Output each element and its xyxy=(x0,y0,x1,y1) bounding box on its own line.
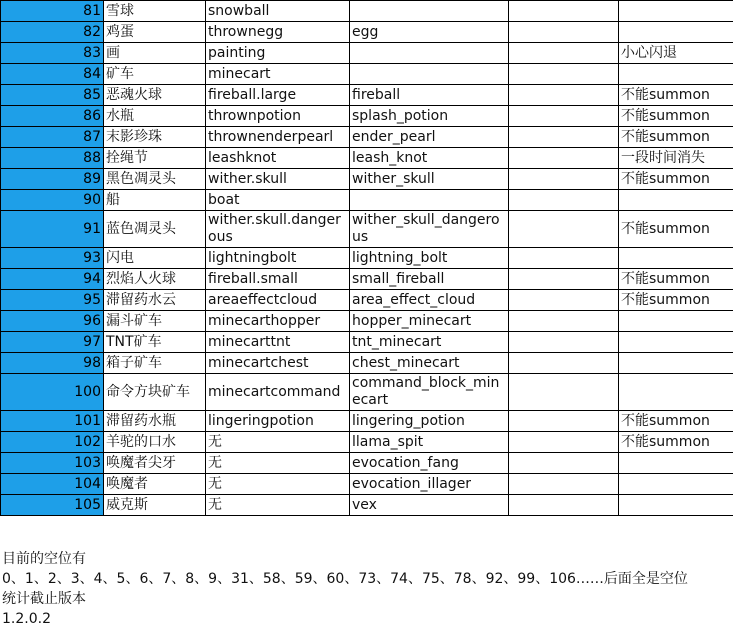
row-index[interactable]: 100 xyxy=(1,374,104,411)
row-index[interactable]: 101 xyxy=(1,411,104,432)
empty-cell[interactable] xyxy=(509,495,619,516)
empty-cell[interactable] xyxy=(509,148,619,169)
table-row xyxy=(1,85,733,106)
empty-cell[interactable] xyxy=(509,169,619,190)
row-index[interactable]: 87 xyxy=(1,127,104,148)
table-row xyxy=(1,495,733,516)
entity-name-cell[interactable]: 闪电 xyxy=(104,248,206,269)
empty-cell[interactable] xyxy=(509,85,619,106)
row-index[interactable]: 97 xyxy=(1,332,104,353)
empty-cell[interactable] xyxy=(509,453,619,474)
entity-name-cell[interactable]: 唤魔者 xyxy=(104,474,206,495)
entity-id-cell[interactable]: boat xyxy=(206,190,350,211)
entity-id-cell[interactable]: minecarthopper xyxy=(206,311,350,332)
empty-cell[interactable] xyxy=(509,290,619,311)
table-row xyxy=(1,290,733,311)
row-index[interactable]: 82 xyxy=(1,22,104,43)
entity-id-cell[interactable]: minecartchest xyxy=(206,353,350,374)
save-id-cell[interactable]: tnt_minecart xyxy=(350,332,509,353)
empty-cell[interactable] xyxy=(509,1,619,22)
row-index[interactable]: 85 xyxy=(1,85,104,106)
row-index[interactable]: 105 xyxy=(1,495,104,516)
note-cell[interactable] xyxy=(619,453,733,474)
note-cell[interactable]: 不能summon xyxy=(619,290,733,311)
table-row xyxy=(1,353,733,374)
entity-name-cell[interactable]: 滞留药水瓶 xyxy=(104,411,206,432)
note-cell[interactable] xyxy=(619,332,733,353)
note-cell[interactable]: 一段时间消失 xyxy=(619,148,733,169)
save-id-cell[interactable]: small_fireball xyxy=(350,269,509,290)
entity-name-cell[interactable]: TNT矿车 xyxy=(104,332,206,353)
save-id-cell[interactable]: command_block_minecart xyxy=(350,374,509,411)
empty-cell[interactable] xyxy=(509,64,619,85)
note-cell[interactable] xyxy=(619,64,733,85)
save-id-cell[interactable] xyxy=(350,64,509,85)
entity-name-cell[interactable]: 羊驼的口水 xyxy=(104,432,206,453)
note-cell[interactable] xyxy=(619,22,733,43)
entity-name-cell[interactable]: 黑色凋灵头 xyxy=(104,169,206,190)
empty-cell[interactable] xyxy=(509,474,619,495)
entity-id-cell[interactable]: 无 xyxy=(206,495,350,516)
entity-id-cell[interactable]: wither.skull xyxy=(206,169,350,190)
table-row xyxy=(1,169,733,190)
entity-name-cell[interactable]: 矿车 xyxy=(104,64,206,85)
save-id-cell[interactable]: evocation_fang xyxy=(350,453,509,474)
entity-id-cell[interactable]: leashknot xyxy=(206,148,350,169)
table-row xyxy=(1,43,733,64)
note-cell[interactable]: 不能summon xyxy=(619,85,733,106)
row-index[interactable]: 102 xyxy=(1,432,104,453)
table-row xyxy=(1,148,733,169)
table-row xyxy=(1,190,733,211)
entity-id-cell[interactable]: lightningbolt xyxy=(206,248,350,269)
entity-name-cell[interactable]: 滞留药水云 xyxy=(104,290,206,311)
version-value: 1.2.0.2 xyxy=(2,611,51,627)
note-cell[interactable]: 不能summon xyxy=(619,127,733,148)
entity-name-cell[interactable]: 烈焰人火球 xyxy=(104,269,206,290)
table-row xyxy=(1,411,733,432)
entity-id-cell[interactable]: snowball xyxy=(206,1,350,22)
entity-id-cell[interactable]: 无 xyxy=(206,474,350,495)
entity-id-cell[interactable]: minecarttnt xyxy=(206,332,350,353)
empty-cell[interactable] xyxy=(509,311,619,332)
note-cell[interactable] xyxy=(619,248,733,269)
empty-cell[interactable] xyxy=(509,43,619,64)
row-index[interactable]: 90 xyxy=(1,190,104,211)
entity-id-cell[interactable]: minecartcommand xyxy=(206,374,350,411)
save-id-cell[interactable]: hopper_minecart xyxy=(350,311,509,332)
version-heading: 统计截止版本 xyxy=(2,591,86,607)
entity-name-cell[interactable]: 威克斯 xyxy=(104,495,206,516)
entity-id-cell[interactable]: painting xyxy=(206,43,350,64)
entity-name-cell[interactable]: 画 xyxy=(104,43,206,64)
table-row xyxy=(1,332,733,353)
entity-id-cell[interactable]: fireball.large xyxy=(206,85,350,106)
entity-id-cell[interactable]: thrownegg xyxy=(206,22,350,43)
entity-id-cell[interactable]: fireball.small xyxy=(206,269,350,290)
note-cell[interactable]: 不能summon xyxy=(619,106,733,127)
empty-cell[interactable] xyxy=(509,127,619,148)
entity-name-cell[interactable]: 雪球 xyxy=(104,1,206,22)
entity-id-cell[interactable]: wither.skull.dangerous xyxy=(206,211,350,248)
note-cell[interactable]: 不能summon xyxy=(619,432,733,453)
empty-cell[interactable] xyxy=(509,432,619,453)
row-index[interactable]: 89 xyxy=(1,169,104,190)
save-id-cell[interactable]: leash_knot xyxy=(350,148,509,169)
note-cell[interactable] xyxy=(619,474,733,495)
entity-id-cell[interactable]: thrownpotion xyxy=(206,106,350,127)
entity-name-cell[interactable]: 箱子矿车 xyxy=(104,353,206,374)
table-row xyxy=(1,22,733,43)
save-id-cell[interactable]: fireball xyxy=(350,85,509,106)
save-id-cell[interactable] xyxy=(350,43,509,64)
row-index[interactable]: 94 xyxy=(1,269,104,290)
row-index[interactable]: 96 xyxy=(1,311,104,332)
table-row xyxy=(1,127,733,148)
entity-id-cell[interactable]: 无 xyxy=(206,453,350,474)
save-id-cell[interactable]: lightning_bolt xyxy=(350,248,509,269)
entity-id-cell[interactable]: areaeffectcloud xyxy=(206,290,350,311)
entity-id-cell[interactable]: thrownenderpearl xyxy=(206,127,350,148)
table-row xyxy=(1,311,733,332)
save-id-cell[interactable]: vex xyxy=(350,495,509,516)
save-id-cell[interactable]: lingering_potion xyxy=(350,411,509,432)
empty-cell[interactable] xyxy=(509,374,619,411)
table-row xyxy=(1,374,733,411)
entity-name-cell[interactable]: 水瓶 xyxy=(104,106,206,127)
notes-section xyxy=(2,549,688,629)
note-cell[interactable] xyxy=(619,190,733,211)
save-id-cell[interactable]: area_effect_cloud xyxy=(350,290,509,311)
note-cell[interactable] xyxy=(619,353,733,374)
save-id-cell[interactable]: wither_skull_dangerous xyxy=(350,211,509,248)
empty-cell[interactable] xyxy=(509,411,619,432)
row-index[interactable]: 83 xyxy=(1,43,104,64)
entity-name-cell[interactable]: 恶魂火球 xyxy=(104,85,206,106)
entity-name-cell[interactable]: 船 xyxy=(104,190,206,211)
table-row xyxy=(1,269,733,290)
row-index[interactable]: 95 xyxy=(1,290,104,311)
row-index[interactable]: 91 xyxy=(1,211,104,248)
note-cell[interactable]: 不能summon xyxy=(619,169,733,190)
empty-cell[interactable] xyxy=(509,22,619,43)
row-index[interactable]: 104 xyxy=(1,474,104,495)
table-row xyxy=(1,211,733,248)
empty-cell[interactable] xyxy=(509,353,619,374)
save-id-cell[interactable]: llama_spit xyxy=(350,432,509,453)
empty-cell[interactable] xyxy=(509,269,619,290)
table-row xyxy=(1,432,733,453)
note-cell[interactable] xyxy=(619,311,733,332)
row-index[interactable]: 93 xyxy=(1,248,104,269)
note-cell[interactable]: 不能summon xyxy=(619,211,733,248)
row-index[interactable]: 98 xyxy=(1,353,104,374)
note-cell[interactable] xyxy=(619,1,733,22)
save-id-cell[interactable] xyxy=(350,1,509,22)
row-index[interactable]: 88 xyxy=(1,148,104,169)
table-row xyxy=(1,106,733,127)
entity-name-cell[interactable]: 鸡蛋 xyxy=(104,22,206,43)
table-row xyxy=(1,64,733,85)
save-id-cell[interactable]: wither_skull xyxy=(350,169,509,190)
save-id-cell[interactable]: ender_pearl xyxy=(350,127,509,148)
empty-cell[interactable] xyxy=(509,106,619,127)
save-id-cell[interactable]: splash_potion xyxy=(350,106,509,127)
note-cell[interactable] xyxy=(619,495,733,516)
table-row xyxy=(1,453,733,474)
entity-id-cell[interactable]: 无 xyxy=(206,432,350,453)
table-row xyxy=(1,248,733,269)
entity-name-cell[interactable]: 拴绳节 xyxy=(104,148,206,169)
entity-name-cell[interactable]: 蓝色凋灵头 xyxy=(104,211,206,248)
row-index[interactable]: 84 xyxy=(1,64,104,85)
save-id-cell[interactable]: chest_minecart xyxy=(350,353,509,374)
row-index[interactable]: 86 xyxy=(1,106,104,127)
entity-name-cell[interactable]: 漏斗矿车 xyxy=(104,311,206,332)
note-cell[interactable]: 小心闪退 xyxy=(619,43,733,64)
empty-cell[interactable] xyxy=(509,332,619,353)
entity-name-cell[interactable]: 末影珍珠 xyxy=(104,127,206,148)
vacant-heading: 目前的空位有 xyxy=(2,551,86,567)
entity-name-cell[interactable]: 命令方块矿车 xyxy=(104,374,206,411)
note-cell[interactable]: 不能summon xyxy=(619,269,733,290)
empty-cell[interactable] xyxy=(509,190,619,211)
entity-id-cell[interactable]: minecart xyxy=(206,64,350,85)
table-row xyxy=(1,474,733,495)
entity-id-cell[interactable]: lingeringpotion xyxy=(206,411,350,432)
note-cell[interactable] xyxy=(619,374,733,411)
save-id-cell[interactable]: evocation_illager xyxy=(350,474,509,495)
save-id-cell[interactable] xyxy=(350,190,509,211)
empty-cell[interactable] xyxy=(509,248,619,269)
table-body xyxy=(1,1,733,516)
table-row xyxy=(1,1,733,22)
empty-cell[interactable] xyxy=(509,211,619,248)
save-id-cell[interactable]: egg xyxy=(350,22,509,43)
vacant-list: 0、1、2、3、4、5、6、7、8、9、31、58、59、60、73、74、75、78、92、99、106……后面全是空位 xyxy=(2,571,688,587)
row-index[interactable]: 103 xyxy=(1,453,104,474)
entity-name-cell[interactable]: 唤魔者尖牙 xyxy=(104,453,206,474)
row-index[interactable]: 81 xyxy=(1,1,104,22)
note-cell[interactable]: 不能summon xyxy=(619,411,733,432)
